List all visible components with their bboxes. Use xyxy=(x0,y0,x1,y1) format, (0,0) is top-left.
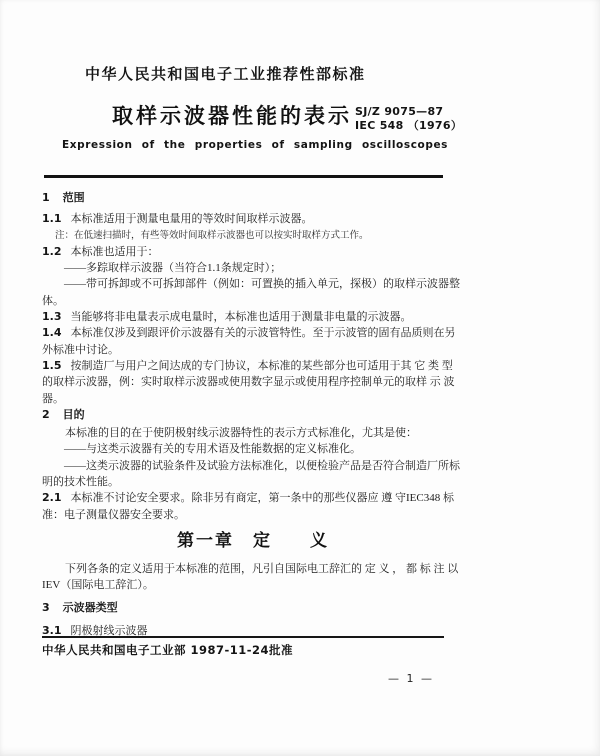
clause-number: 1.1 xyxy=(42,212,62,226)
clause-text: 阴极射线示波器 xyxy=(70,624,148,637)
section-3-heading xyxy=(42,600,450,616)
chapter-1-heading: 第一章 定 义 xyxy=(177,530,329,551)
section-2-intro: 本标准的目的在于使阴极射线示波器特性的表示方式标准化，尤其是使： xyxy=(65,427,417,440)
page-number: — 1 — xyxy=(388,671,434,685)
list-item-detachable: ——带可拆卸或不可拆卸部件（例如：可置换的插入单元，探极）的取样示波器整 xyxy=(64,278,460,291)
list-item-detachable-cont: 体。 xyxy=(42,294,64,307)
definitions-intro-cont: IEV（国际电工辞汇）。 xyxy=(42,579,154,592)
standard-codes xyxy=(355,105,462,132)
clause-2-1-cont: 准：电子测量仪器安全要求。 xyxy=(42,508,185,521)
clause-1-5-cont: 的取样示波器，例：实时取样示波器或使用数字显示或使用程序控制单元的取样 示 波 xyxy=(42,376,455,389)
section-number: 3 xyxy=(42,600,50,614)
clause-text: 本标准不讨论安全要求。除非另有商定，第一条中的那些仪器应 遵 守IEC348 标 xyxy=(70,492,454,505)
definitions-intro: 下列各条的定义适用于本标准的范围，凡引自国际电工辞汇的 定 义 ， 都 标 注 以 xyxy=(65,562,459,575)
clause-text: 本标准适用于测量电量用的等效时间取样示波器。 xyxy=(70,213,313,226)
clause-1-5-cont2: 器。 xyxy=(42,392,64,405)
standard-code-iec: IEC 548 （1976） xyxy=(355,118,463,132)
standard-org-line: 中华人民共和国电子工业推荐性部标准 xyxy=(85,65,366,83)
clause-1-1-note: 注：在低速扫描时，有些等效时间取样示波器也可以按实时取样方式工作。 xyxy=(55,230,369,241)
list-item-terms: ——与这类示波器有关的专用术语及性能数据的定义标准化。 xyxy=(64,443,361,456)
clause-1-5 xyxy=(42,358,453,374)
approval-line: 中华人民共和国电子工业部 1987-11-24批准 xyxy=(42,642,294,657)
section-title: 范围 xyxy=(62,191,85,204)
section-title: 目的 xyxy=(62,407,85,421)
clause-1-4-cont: 外标准中讨论。 xyxy=(42,343,119,356)
clause-1-4 xyxy=(42,325,456,341)
header-divider-rule xyxy=(44,175,443,178)
clause-number: 3.1 xyxy=(42,623,62,637)
list-item-test-methods: ——这类示波器的试验条件及试验方法标准化，以便检验产品是否符合制造厂所标 xyxy=(64,459,460,472)
standard-code-sjz: SJ/Z 9075—87 xyxy=(355,105,444,118)
document-title-en: Expression of the properties of sampling oscilloscopes xyxy=(62,139,449,151)
clause-text: 按制造厂与用户之间达成的专门协议，本标准的某些部分也可适用于其 它 类 型 xyxy=(70,359,453,372)
section-2-heading xyxy=(42,407,450,423)
section-title: 示波器类型 xyxy=(62,600,118,614)
clause-number: 1.5 xyxy=(42,358,62,372)
document-body xyxy=(42,186,460,687)
clause-number: 1.2 xyxy=(42,244,62,258)
list-item-test-methods-cont: 明的技术性能。 xyxy=(42,476,119,489)
clause-1-2 xyxy=(42,244,450,260)
clause-2-1 xyxy=(42,490,454,506)
clause-text: 本标准也适用于： xyxy=(70,245,159,258)
clause-text: 本标准仅涉及到跟评价示波器有关的示波管特性。至于示波管的固有品质则在另 xyxy=(70,327,456,340)
list-item-multitrace: ——多踪取样示波器（当符合1.1条规定时）； xyxy=(64,262,282,275)
document-title-cn: 取样示波器性能的表示 xyxy=(112,104,352,128)
section-number: 1 xyxy=(42,191,50,204)
clause-1-3 xyxy=(42,309,450,325)
clause-text: 当能够将非电量表示成电量时，本标准也适用于测量非电量的示波器。 xyxy=(70,311,412,324)
section-number: 2 xyxy=(42,407,50,421)
clause-1-1 xyxy=(42,211,450,227)
clause-number: 1.4 xyxy=(42,326,62,340)
clause-number: 2.1 xyxy=(42,491,62,505)
clause-number: 1.3 xyxy=(42,310,62,324)
section-1-heading xyxy=(42,190,450,206)
